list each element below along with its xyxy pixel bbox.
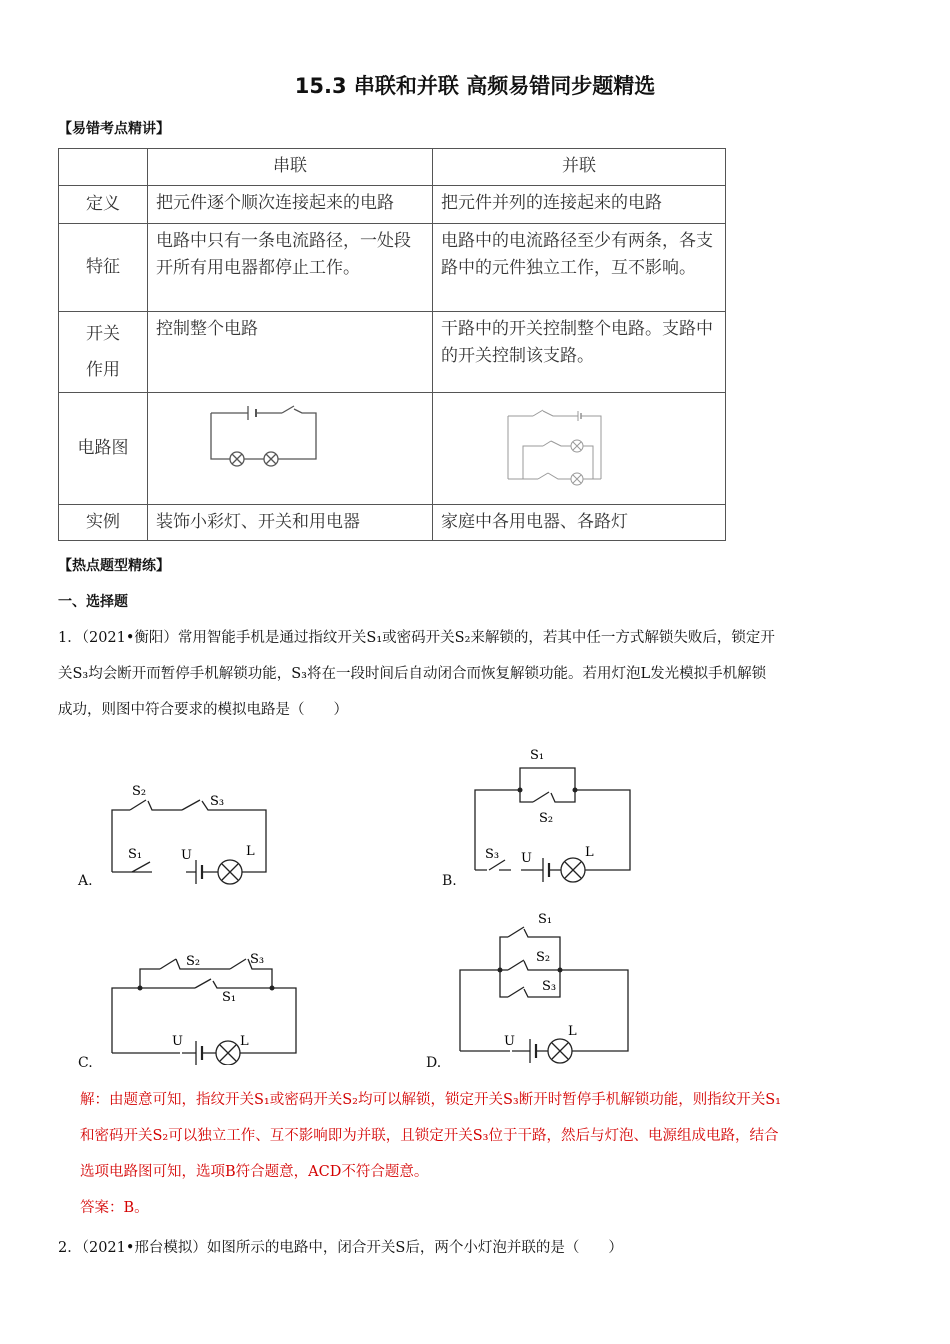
parallel-cell: 电路中的电流路径至少有两条，各支路中的元件独立工作，互不影响。 bbox=[433, 224, 726, 312]
switch-label: S₁ bbox=[222, 990, 237, 1005]
option-d-circuit bbox=[450, 905, 640, 1065]
solution-line: 解：由题意可知，指纹开关S₁或密码开关S₂均可以解锁，锁定开关S₃断开时暂停手机解锁功能，则指纹开关S₁ bbox=[80, 1092, 781, 1108]
switch-label: S₃ bbox=[485, 847, 500, 862]
junction-dot bbox=[498, 968, 503, 973]
comparison-table bbox=[58, 148, 726, 541]
series-cell: 装饰小彩灯、开关和用电器 bbox=[148, 505, 433, 541]
parallel-circuit-diagram bbox=[503, 401, 623, 496]
row-label-text: 开关作用 bbox=[86, 324, 120, 380]
junction-dot bbox=[558, 968, 563, 973]
lamp-label: L bbox=[240, 1034, 249, 1049]
switch-label: S₃ bbox=[210, 794, 225, 809]
parallel-cell: 干路中的开关控制整个电路。支路中的开关控制该支路。 bbox=[433, 312, 726, 393]
switch-label: S₃ bbox=[250, 952, 265, 967]
option-a-circuit bbox=[100, 775, 280, 885]
lamp-label: L bbox=[568, 1024, 577, 1039]
option-b-label[interactable]: B. bbox=[442, 873, 457, 889]
switch-label: S₂ bbox=[132, 784, 147, 799]
parallel-diagram-cell bbox=[433, 393, 726, 505]
row-label: 电路图 bbox=[59, 393, 148, 505]
table-header-corner bbox=[59, 149, 148, 186]
table-header-row bbox=[59, 149, 726, 186]
power-label: U bbox=[504, 1034, 515, 1049]
lamp-label: L bbox=[246, 844, 255, 859]
table-row bbox=[59, 505, 726, 541]
section-heading-choice: 一、选择题 bbox=[58, 594, 128, 610]
lamp-label: L bbox=[585, 845, 594, 860]
solution-line: 选项电路图可知，选项B符合题意，ACD不符合题意。 bbox=[80, 1164, 429, 1180]
switch-label: S₁ bbox=[128, 847, 143, 862]
question-1-line: 关S₃均会断开而暂停手机解锁功能，S₃将在一段时间后自动闭合而恢复解锁功能。若用灯泡L发光模拟手机解锁 bbox=[58, 666, 767, 682]
row-label bbox=[59, 312, 148, 393]
switch-label: S₁ bbox=[530, 748, 545, 763]
section-heading-practice: 【热点题型精练】 bbox=[58, 558, 170, 574]
solution-answer: 答案：B。 bbox=[80, 1200, 149, 1216]
switch-label: S₁ bbox=[538, 912, 553, 927]
page-title: 15.3 串联和并联 高频易错同步题精选 bbox=[294, 74, 656, 98]
row-label: 特征 bbox=[59, 224, 148, 312]
series-cell: 把元件逐个顺次连接起来的电路 bbox=[148, 186, 433, 224]
series-circuit-diagram bbox=[206, 405, 326, 485]
row-label: 定义 bbox=[59, 186, 148, 224]
option-b-circuit bbox=[465, 740, 640, 890]
question-1-text bbox=[58, 620, 775, 728]
switch-label: S₂ bbox=[536, 950, 551, 965]
table-row bbox=[59, 312, 726, 393]
table-header-series: 串联 bbox=[148, 149, 433, 186]
parallel-cell: 把元件并列的连接起来的电路 bbox=[433, 186, 726, 224]
section-heading-key-points: 【易错考点精讲】 bbox=[58, 121, 170, 137]
series-diagram-cell bbox=[148, 393, 433, 505]
power-label: U bbox=[181, 848, 192, 863]
solution-text bbox=[80, 1082, 781, 1226]
table-header-parallel: 并联 bbox=[433, 149, 726, 186]
switch-label: S₂ bbox=[539, 811, 554, 826]
table-row bbox=[59, 186, 726, 224]
switch-label: S₂ bbox=[186, 954, 201, 969]
junction-dot bbox=[573, 788, 578, 793]
table-row bbox=[59, 393, 726, 505]
series-cell: 控制整个电路 bbox=[148, 312, 433, 393]
row-label: 实例 bbox=[59, 505, 148, 541]
junction-dot bbox=[518, 788, 523, 793]
switch-label: S₃ bbox=[542, 979, 557, 994]
series-cell: 电路中只有一条电流路径，一处段开所有用电器都停止工作。 bbox=[148, 224, 433, 312]
question-2-text: 2．（2021•邢台模拟）如图所示的电路中，闭合开关S后，两个小灯泡并联的是（ ） bbox=[58, 1240, 623, 1256]
solution-line: 和密码开关S₂可以独立工作、互不影响即为并联，且锁定开关S₃位于干路，然后与灯泡、电源组成电路，结合 bbox=[80, 1128, 779, 1144]
option-c-label[interactable]: C. bbox=[78, 1055, 93, 1071]
question-1-line: 1．（2021•衡阳）常用智能手机是通过指纹开关S₁或密码开关S₂来解锁的，若其中任一方式解锁失败后，锁定开 bbox=[58, 630, 775, 646]
option-d-label[interactable]: D. bbox=[426, 1055, 442, 1071]
table-row bbox=[59, 224, 726, 312]
option-a-label[interactable]: A. bbox=[78, 873, 93, 889]
question-1-line: 成功，则图中符合要求的模拟电路是（ ） bbox=[58, 702, 348, 718]
option-c-circuit bbox=[100, 945, 305, 1065]
power-label: U bbox=[172, 1034, 183, 1049]
parallel-cell: 家庭中各用电器、各路灯 bbox=[433, 505, 726, 541]
junction-dot bbox=[270, 986, 275, 991]
junction-dot bbox=[138, 986, 143, 991]
power-label: U bbox=[521, 851, 532, 866]
